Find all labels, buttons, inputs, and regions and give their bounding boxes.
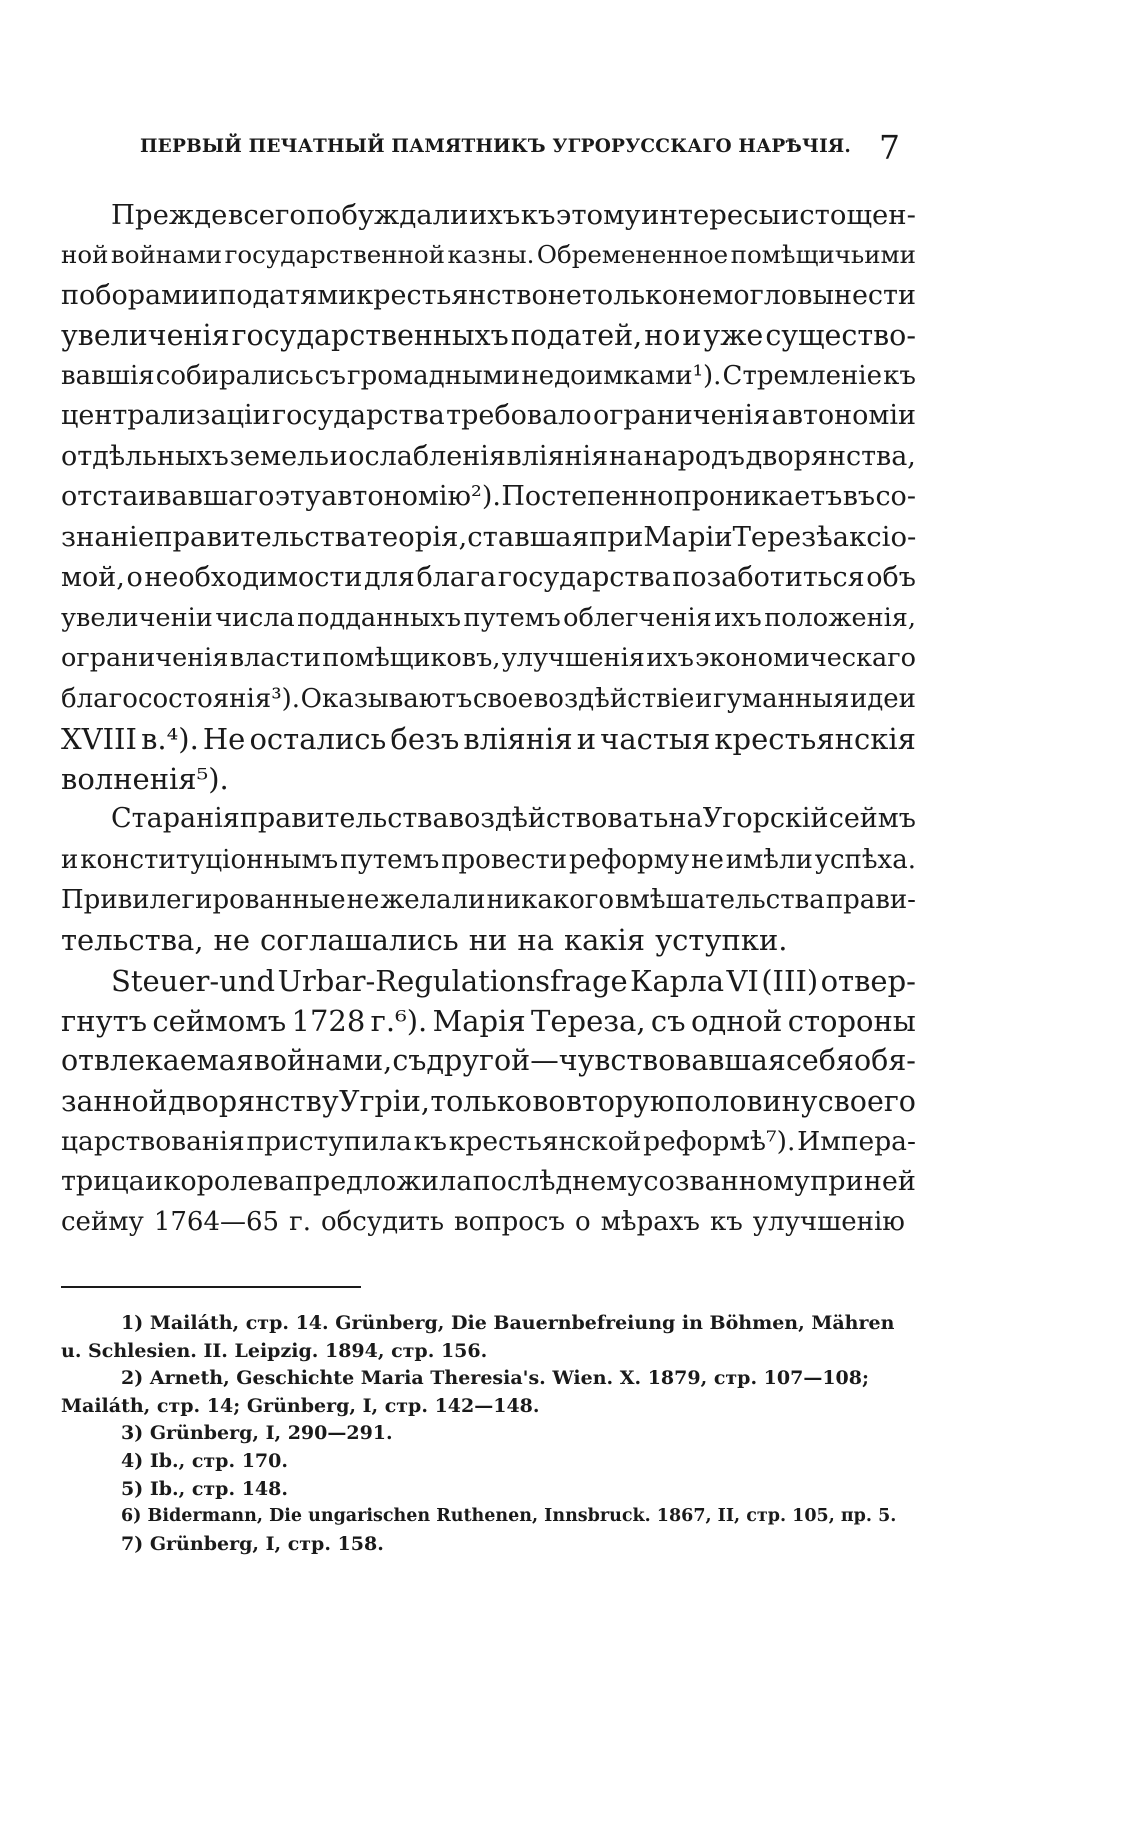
text-line: Старанія правительства воздѣйствовать на Угорскій сеймъ <box>111 803 916 835</box>
page-number: 7 <box>879 128 900 167</box>
footnote-divider <box>61 1286 361 1288</box>
running-title: ПЕРВЫЙ ПЕЧАТНЫЙ ПАМЯТНИКЪ УГРОРУССКАГО НАРѢЧІЯ. <box>140 136 852 157</box>
footnotes <box>61 1310 916 1558</box>
text-line: Прежде всего побуждали ихъ къ этому интересы истощен- <box>111 199 916 231</box>
text-line: знаніе правительства теорія, ставшая при Маріи Терезѣ аксіо- <box>61 521 917 554</box>
paragraph <box>61 799 916 960</box>
text-line: и конституціоннымъ путемъ провести реформу не имѣли успѣха. <box>61 844 916 875</box>
footnote-line: 3) Grünberg, I, 290—291. <box>121 1422 393 1445</box>
text-line: отвлекаемая войнами, съ другой — чувствовавшая себя обя- <box>61 1044 916 1078</box>
text-line: вавшія собирались съ громадными недоимками¹). Стремленіе къ <box>61 361 916 392</box>
text-line: централизаціи государства требовало ограниченія автономіи <box>61 400 916 432</box>
footnote-line: 1) Mailáth, стр. 14. Grünberg, Die Bauernbefreiung in Böhmen, Mähren <box>121 1312 895 1334</box>
text-line: занной дворянству Угріи, только во вторую половину своего <box>61 1084 916 1118</box>
text-line: XVIII в.⁴). Не остались безъ вліянія и частыя крестьянскія <box>61 721 916 756</box>
text-line: увеличеніи числа подданныхъ путемъ облегченія ихъ положенія, <box>61 602 916 633</box>
text-line: отстаивавшаго эту автономію²). Постепенно проникаетъ въ со- <box>61 481 916 513</box>
running-head <box>140 130 900 170</box>
footnote-line: 6) Bidermann, Die ungarischen Ruthenen, Innsbruck. 1867, II, стр. 105, пр. 5. <box>121 1506 897 1527</box>
footnote-line: 5) Ib., стр. 148. <box>121 1477 288 1500</box>
text-line: увеличенія государственныхъ податей, но и уже существо- <box>61 318 916 352</box>
text-line: Привилегированные не желали никакого вмѣшательства прави- <box>61 885 916 916</box>
text-line: сейму 1764—65 г. обсудить вопросъ о мѣрахъ къ улучшенію <box>61 1207 905 1238</box>
text-line: поборами и податями крестьянство не только не могло вынести <box>61 279 916 311</box>
text-line: трица и королева предложила послѣднему созванному при ней <box>61 1166 916 1198</box>
text-line: волненія⁵). <box>61 762 229 797</box>
footnote-line: Mailáth, стр. 14; Grünberg, I, стр. 142—148. <box>61 1394 540 1417</box>
text-line: мой, о необходимости для блага государства позаботиться объ <box>61 561 916 593</box>
text-line: ной войнами государственной казны. Обремененное помѣщичьими <box>61 240 916 270</box>
footnote-line: 2) Arneth, Geschichte Maria Theresia's. Wien. X. 1879, стр. 107—108; <box>121 1367 870 1390</box>
body-text <box>61 195 916 1243</box>
text-line: царствованія приступила къ крестьянской реформѣ⁷). Импера- <box>61 1125 916 1157</box>
text-line: ограниченія власти помѣщиковъ, улучшенія ихъ экономическаго <box>61 643 916 674</box>
paragraph <box>61 961 916 1243</box>
text-line: тельства, не соглашались ни на какія уступки. <box>61 923 788 958</box>
footnote-line: u. Schlesien. II. Leipzig. 1894, стр. 156. <box>61 1339 488 1362</box>
footnote-line: 7) Grünberg, I, стр. 158. <box>121 1532 384 1555</box>
text-line: Steuer-und Urbar-Regulationsfrage Карла VI (III) отвер- <box>111 963 916 998</box>
footnote-line: 4) Ib., стр. 170. <box>121 1449 288 1472</box>
text-line: отдѣльныхъ земель и ослабленія вліянія на народъ дворянства, <box>61 440 916 472</box>
paragraph <box>61 195 916 799</box>
text-line: гнутъ сеймомъ 1728 г.⁶). Марія Тереза, съ одной стороны <box>61 1003 916 1038</box>
text-line: благосостоянія³). Оказываютъ свое воздѣйствіе и гуманныя идеи <box>61 683 916 714</box>
